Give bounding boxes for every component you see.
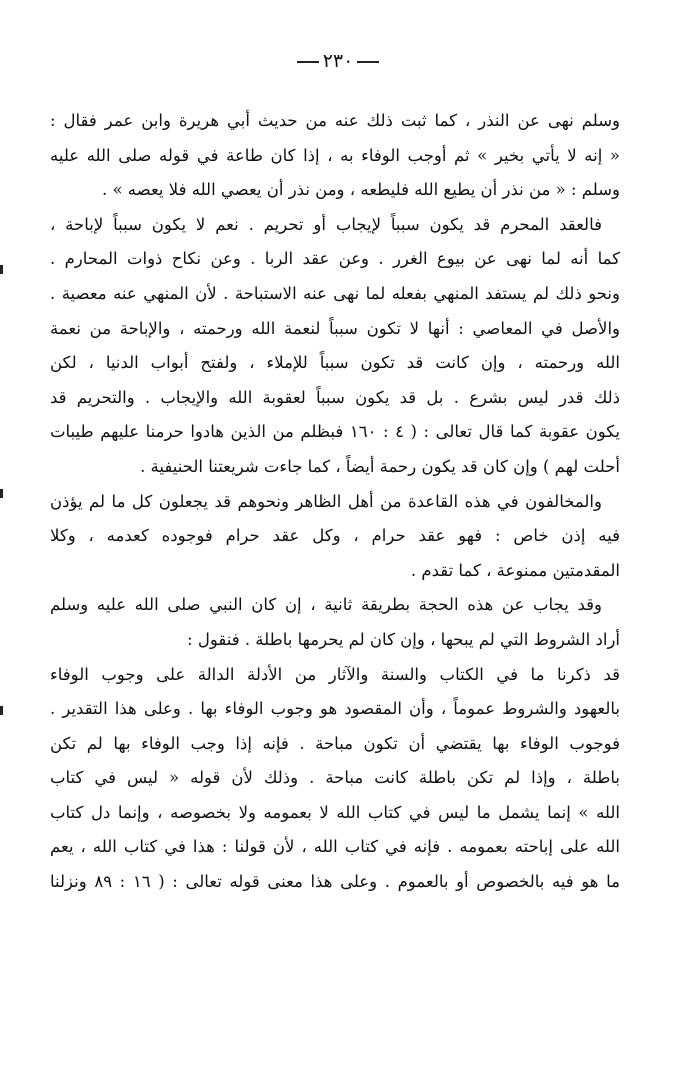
text-line: فيه إذن خاص : فهو عقد حرام ، وكل عقد حرام فوجوده كعدمه ، وكلا xyxy=(50,526,620,546)
text-line: والمخالفون في هذه القاعدة من أهل الظاهر ونحوهم قد يجعلون كل ما لم يؤذن xyxy=(50,491,602,511)
margin-mark xyxy=(0,706,3,715)
paragraph-1 xyxy=(50,104,620,208)
text-line: والأصل في المعاصي : أنها لا تكون سبباً لنعمة الله ورحمته ، والإباحة من نعمة xyxy=(50,318,620,338)
text-line: بالعهود والشروط عموماً ، وأن المقصود هو وجوب الوفاء بها . وعلى هذا التقدير . xyxy=(50,699,620,719)
page-number-dash-left xyxy=(297,61,319,63)
text-line: كما أنه لما نهى عن بيوع الغرر . وعن عقد الربا . وعن نكاح ذوات المحارم . xyxy=(50,249,620,269)
text-line: ذلك قدر ليس بشرع . بل قد يكون سبباً لعقوبة الله والإيجاب . والتحريم قد xyxy=(50,387,620,407)
margin-mark xyxy=(0,265,3,274)
paragraph-2 xyxy=(50,208,620,485)
text-line: أحلت لهم ) وإن كان قد يكون رحمة أيضاً ، كما جاءت شريعتنا الحنيفية . xyxy=(140,456,620,476)
text-line: وسلم : « من نذر أن يطيع الله فليطعه ، ومن نذر أن يعصي الله فلا يعصه » . xyxy=(101,180,620,200)
paragraph-4 xyxy=(50,588,620,657)
page-number-value: ٢٣٠ xyxy=(322,50,354,72)
text-line: الله على إباحته بعمومه . فإنه في كتاب الله ، لأن قولنا : هذا في كتاب الله ، يعم xyxy=(50,837,620,857)
paragraph-5 xyxy=(50,658,620,900)
text-line: المقدمتين ممنوعة ، كما تقدم . xyxy=(410,560,620,580)
text-body xyxy=(50,104,620,900)
text-line: فوجوب الوفاء بها يقتضي أن تكون مباحة . فإنه إذا وجب الوفاء بها لم تكن xyxy=(50,733,620,753)
text-line: ونحو ذلك لم يستفد المنهي بفعله لما نهى عنه الاستباحة . لأن المنهي عنه معصية . xyxy=(50,283,620,303)
text-line: وقد يجاب عن هذه الحجة بطريقة ثانية ، إن كان النبي صلى الله عليه وسلم xyxy=(50,595,602,615)
text-line: الله ورحمته ، وإن كانت قد تكون سبباً للإملاء ، ولفتح أبواب الدنيا ، لكن xyxy=(50,353,620,373)
paragraph-3 xyxy=(50,485,620,589)
text-line: ما هو فيه بالخصوص أو بالعموم . وعلى هذا معنى قوله تعالى : ( ١٦ : ٨٩ ونزلنا xyxy=(50,872,620,892)
text-line: وسلم نهى عن النذر ، كما ثبت ذلك عنه من حديث أبي هريرة وابن عمر فقال : xyxy=(50,111,620,130)
text-line: قد ذكرنا ما في الكتاب والسنة والآثار من الأدلة الدالة على وجوب الوفاء xyxy=(50,664,620,684)
page-number-dash-right xyxy=(357,61,379,63)
page-number xyxy=(0,50,676,72)
text-line: أراد الشروط التي لم يبحها ، وإن كان لم يحرمها باطلة . فنقول : xyxy=(187,629,620,649)
text-line: يكون عقوبة كما قال تعالى : ( ٤ : ١٦٠ فبظلم من الذين هادوا حرمنا عليهم طيبات xyxy=(50,422,620,442)
text-line: باطلة ، وإذا لم تكن باطلة كانت مباحة . وذلك لأن قوله « ليس في كتاب xyxy=(50,768,620,788)
text-line: فالعقد المحرم قد يكون سبباً لإيجاب أو تحريم . نعم لا يكون سبباً لإباحة ، xyxy=(50,214,602,234)
text-line: « إنه لا يأتي بخير » ثم أوجب الوفاء به ، إذا كان طاعة في قوله صلى الله عليه xyxy=(50,145,620,165)
margin-mark xyxy=(0,489,3,498)
text-line: الله » إنما يشمل ما ليس في كتاب الله لا بعمومه ولا بخصوصه ، وإنما دل كتاب xyxy=(50,802,620,822)
